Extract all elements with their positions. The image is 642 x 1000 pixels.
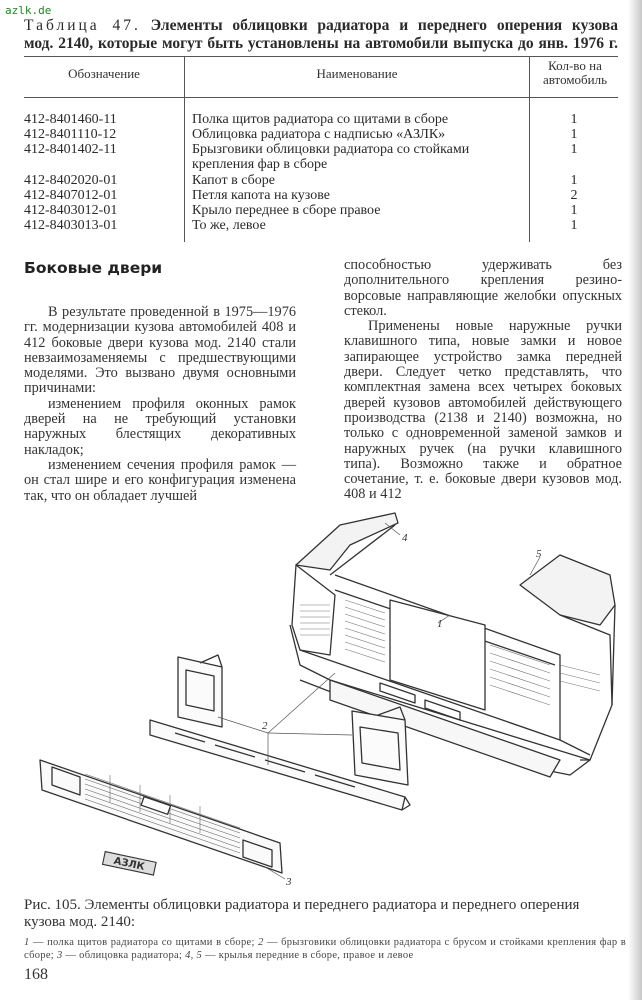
paragraph: изменением сечения профиля рамок — он стал шире и его конфигурация изменена так, что он обладает лучшей [24, 456, 296, 504]
table-body [0, 112, 642, 234]
legend-text: — полка щитов радиатора со щитами в сборе; [29, 937, 259, 948]
callout-3: 3 [286, 876, 292, 885]
page-number: 168 [24, 966, 48, 983]
front-panel-assembly [290, 513, 615, 777]
row-name: То же, левое [192, 218, 266, 234]
row-qty: 1 [570, 127, 578, 143]
text-column-right [344, 258, 622, 503]
exploded-view-illustration [0, 505, 642, 885]
header-qty-line2: автомобиль [542, 72, 608, 87]
azlk-badge [103, 852, 157, 876]
row-code: 412-8403012-01 [24, 203, 118, 219]
table-row [0, 127, 642, 142]
header-name: Наименование [316, 66, 398, 81]
radiator-grille [40, 760, 282, 873]
legend-num: 3 [56, 950, 63, 961]
row-name: Полка щитов радиатора со щитами в сборе [192, 112, 449, 127]
legend-text: — брызговики облицовки радиатора с брусом и стойками крепления фар в сборе; [24, 937, 626, 961]
callout-1: 1 [437, 618, 443, 630]
figure-legend [24, 936, 626, 962]
paragraph: В результате проведенной в 1975—1976 гг. модернизации кузова автомобилей 408 и 412 боковые двери кузова мод. 2140 стали невзаимозаменяемы с предшествующими моделями. Это вызвано двумя основными причинами: [24, 304, 296, 397]
row-qty: 1 [570, 142, 578, 158]
table-row [0, 218, 642, 233]
row-name: Облицовка радиатора с надписью «АЗЛК» [192, 127, 446, 143]
table-row [0, 142, 642, 172]
row-code: 412-8407012-01 [24, 187, 118, 203]
row-qty: 1 [570, 172, 578, 188]
row-qty: 2 [570, 187, 578, 203]
paragraph: способностью удерживать без дополнительного крепления резино-ворсовые направляющие желобки опускных стекол. [344, 257, 622, 319]
headlamp-bracket-right [352, 707, 408, 785]
figure-caption: Рис. 105. Элементы облицовки радиатора и переднего радиатора и переднего оперения кузова мод. 2140: [24, 897, 580, 930]
paragraph: Применены новые наружные ручки клавишного типа, новые замки и новое запирающее устройство замка передней двери. Следует четко представлять, что комплектная замена всех четырех боковых дверей кузовов автомобилей действующего производства (2138 и 2140) возможна, но только с одновременной заменой замков и наружных ручек (на ручки клавишного типа). Возможно также и обратное сочетание, т. е. боковые двери кузовов мод. 408 и 412 [344, 318, 622, 503]
callout-5: 5 [536, 548, 542, 560]
row-code: 412-8403013-01 [24, 218, 118, 234]
row-code: 412-8401460-11 [24, 112, 117, 127]
row-name: Капот в сборе [192, 172, 275, 188]
row-code: 412-8401402-11 [24, 142, 117, 158]
paragraph: изменением профиля оконных рамок дверей на не требующий установки наружных блестящих декоративных накладок; [24, 395, 296, 458]
row-name: Петля капота на кузове [192, 187, 330, 203]
header-code: Обозначение [68, 66, 140, 81]
header-qty [530, 59, 620, 87]
legend-text: — крылья передние в сборе, правое и левое [202, 950, 414, 961]
table-row [0, 173, 642, 188]
row-name: Крыло переднее в сборе правое [192, 203, 381, 219]
headlamp-bracket-left [178, 655, 222, 727]
callout-4: 4 [402, 532, 408, 544]
row-name: Брызговики облицовки радиатора со стойками крепления фар в сборе [192, 142, 470, 173]
legend-num: 4, 5 [185, 950, 203, 961]
row-code: 412-8401110-12 [24, 127, 117, 143]
table-row [0, 203, 642, 218]
legend-text: — облицовка радиатора; [62, 950, 186, 961]
table-title-line2: мод. 2140, которые могут быть установлены на автомобили выпуска до янв. 1976 г. [24, 35, 618, 52]
header-qty-line1: Кол-во на [548, 58, 602, 73]
table-row [0, 188, 642, 203]
table-row [0, 112, 642, 127]
badge-text: АЗЛК [112, 855, 146, 873]
text-column-left [24, 305, 296, 504]
row-code: 412-8402020-01 [24, 172, 118, 188]
table-title-line1: Элементы облицовки радиатора и переднего оперения кузова [150, 17, 618, 34]
row-qty: 1 [570, 218, 578, 234]
section-heading: Боковые двери [24, 259, 163, 277]
legend-num: 1 [24, 937, 30, 948]
row-qty: 1 [570, 112, 578, 127]
table-number: Таблица 47. [24, 17, 141, 34]
legend-num: 2 [258, 937, 264, 948]
table-title [24, 17, 618, 53]
callout-2: 2 [262, 720, 268, 732]
row-qty: 1 [570, 203, 578, 219]
watermark: azlk.de [5, 4, 52, 17]
